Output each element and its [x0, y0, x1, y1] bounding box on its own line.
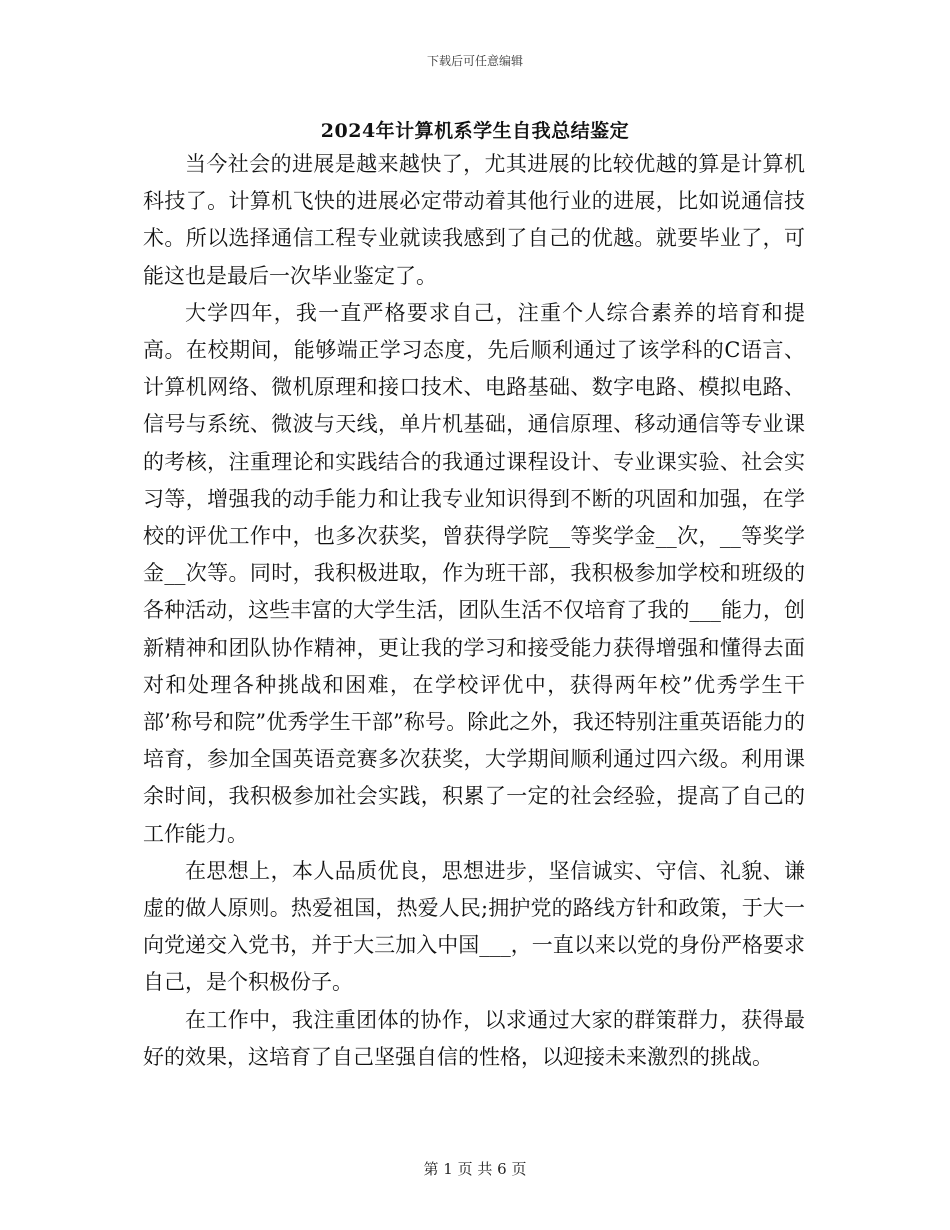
paragraph-work: 在工作中，我注重团体的协作，以求通过大家的群策群力，获得最好的效果，这培育了自己坚强自信的性格，以迎接未来激烈的挑战。 — [143, 1007, 805, 1069]
document-title: 2024年计算机系学生自我总结鉴定 — [320, 120, 630, 142]
page-number-footer: 第 1 页 共 6 页 — [423, 1160, 527, 1178]
page-header-note: 下载后可任意编辑 — [426, 54, 523, 68]
paragraph-university-years: 大学四年，我一直严格要求自己，注重个人综合素养的培育和提高。在校期间，能够端正学习态度，先后顺利通过了该学科的C语言、计算机网络、微机原理和接口技术、电路基础、数字电路、模拟电路、信号与系统、微波与天线，单片机基础，通信原理、移动通信等专业课的考核，注重理论和实践结合的我通过课程设计、专业课实验、社会实习等，增强我的动手能力和让我专业知识得到不断的巩固和加强，在学校的评优工作中，也多次获奖，曾获得学院__等奖学金__次，__等奖学金__次等。同时，我积极进取，作为班干部，我积极参加学校和班级的各种活动，这些丰富的大学生活，团队生活不仅培育了我的___能力，创新精神和团队协作精神，更让我的学习和接受能力获得增强和懂得去面对和处理各种挑战和困难，在学校评优中，获得两年校”优秀学生干部’称号和院”优秀学生干部”称号。除此之外，我还特别注重英语能力的培育，参加全国英语竞赛多次获奖，大学期间顺利通过四六级。利用课余时间，我积极参加社会实践，积累了一定的社会经验，提高了自己的工作能力。 — [143, 300, 805, 846]
paragraph-intro: 当今社会的进展是越来越快了，尤其进展的比较优越的算是计算机科技了。计算机飞快的进展必定带动着其他行业的进展，比如说通信技术。所以选择通信工程专业就读我感到了自己的优越。就要毕业了，可能这也是最后一次毕业鉴定了。 — [143, 152, 805, 288]
paragraph-ideology: 在思想上，本人品质优良，思想进步，坚信诚实、守信、礼貌、谦虚的做人原则。热爱祖国，热爱人民;拥护党的路线方针和政策，于大一向党递交入党书，并于大三加入中国___，一直以来以党的身份严格要求自己，是个积极份子。 — [143, 858, 805, 995]
document-body — [143, 146, 805, 1076]
